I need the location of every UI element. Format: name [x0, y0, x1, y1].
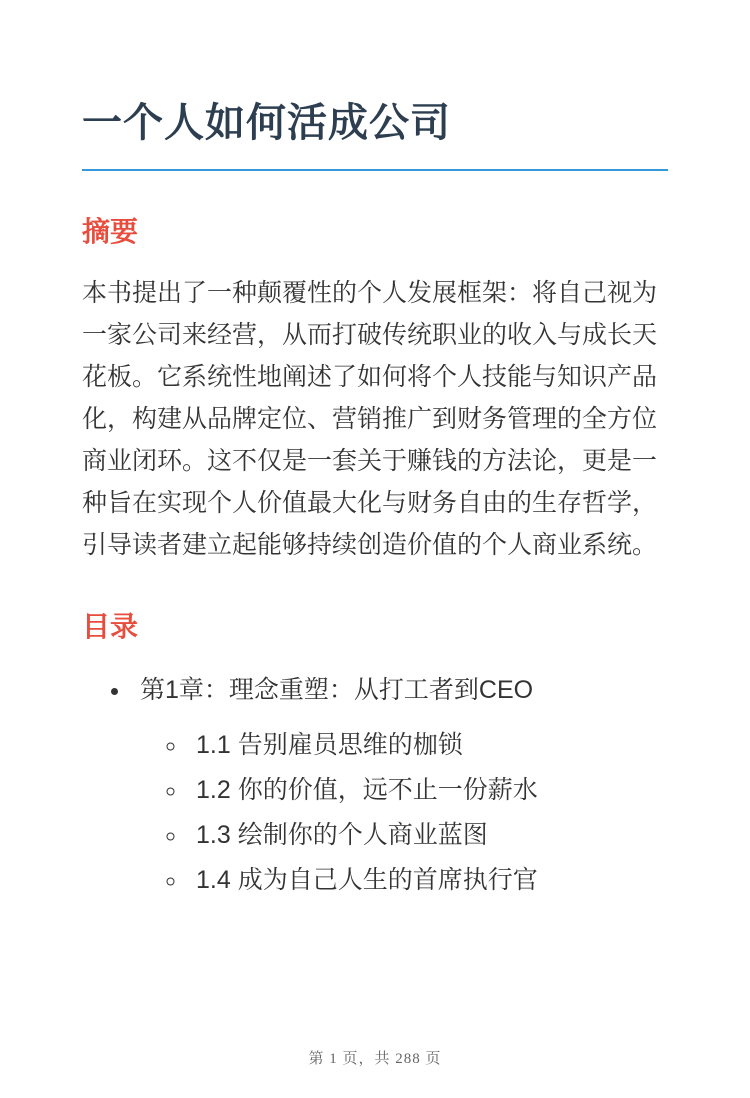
toc-heading: 目录	[82, 610, 139, 642]
abstract-heading: 摘要	[82, 216, 139, 247]
toc-list	[82, 673, 668, 896]
toc-section-item: ◦ 1.2 你的价值，远不止一份薪水	[188, 774, 668, 806]
toc-section-item: ◦ 1.1 告别雇员思维的枷锁	[188, 729, 668, 761]
toc-chapter-item	[132, 673, 668, 896]
abstract-paragraph: 本书提出了一种颠覆性的个人发展框架：将自己视为一家公司来经营，从而打破传统职业的收入与成长天花板。它系统性地阐述了如何将个人技能与知识产品化，构建从品牌定位、营销推广到财务管理的全方位商业闭环。这不仅是一套关于赚钱的方法论，更是一种旨在实现个人价值最大化与财务自由的生存哲学，引导读者建立起能够持续创造价值的个人商业系统。	[82, 278, 658, 559]
page-title: 一个人如何活成公司	[82, 98, 668, 171]
document-page	[0, 98, 750, 896]
toc-section-item: ◦ 1.4 成为自己人生的首席执行官	[188, 864, 668, 896]
toc-chapter-title: 第1章：理念重塑：从打工者到CEO	[140, 676, 534, 705]
toc-sublist	[140, 729, 668, 896]
toc-section-item: ◦ 1.3 绘制你的个人商业蓝图	[188, 819, 668, 851]
page-number-footer: 第 1 页，共 288 页	[308, 1051, 442, 1067]
